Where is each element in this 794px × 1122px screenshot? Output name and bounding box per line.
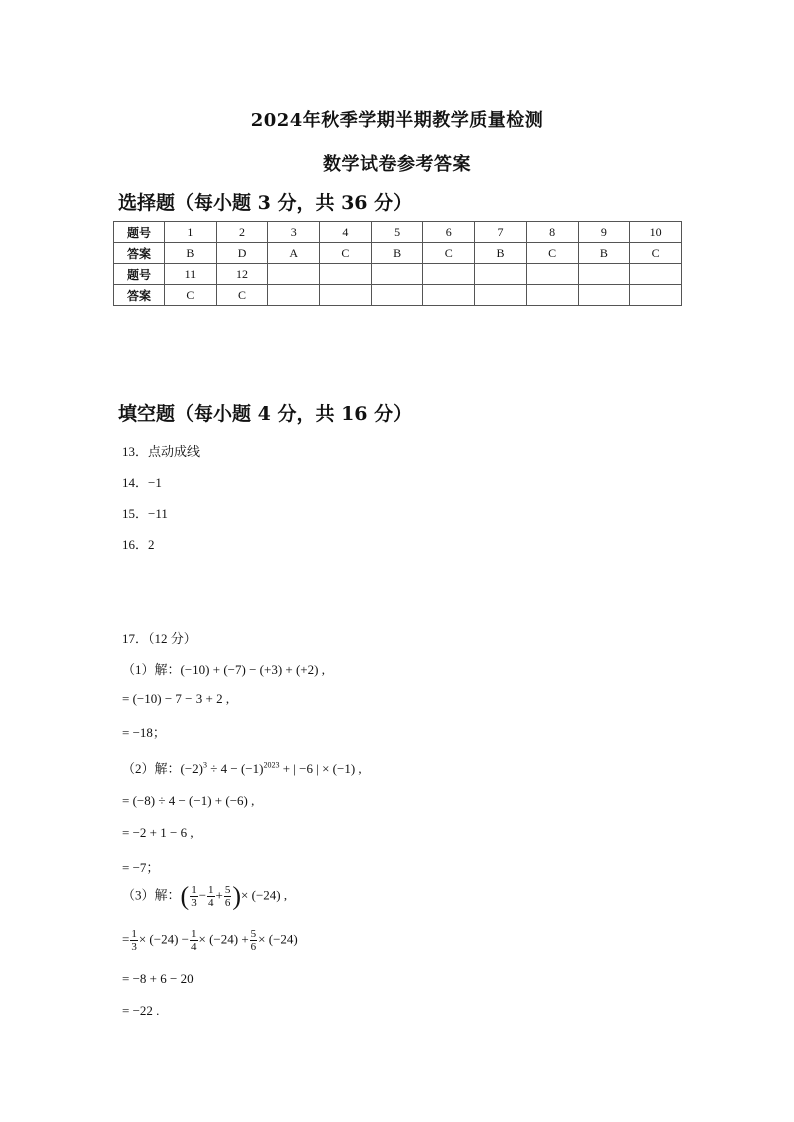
fraction: $\frac{1}{4}$ [191, 928, 197, 953]
choice-section-title: 选择题（每小题 3 分，共 36 分） [118, 192, 413, 214]
row-label-answer: 答案 [114, 243, 165, 264]
question-number-cell: 5 [371, 222, 423, 243]
part-label: （2）解： [122, 761, 181, 776]
empty-cell [423, 264, 475, 285]
empty-cell [526, 264, 578, 285]
math-base: (−2) [180, 761, 204, 776]
table-row [114, 243, 682, 264]
empty-cell [630, 264, 682, 285]
question-number-cell: 11 [165, 264, 217, 285]
q17-header: 17．（12 分） [122, 631, 197, 646]
part-label: （1）解： [122, 662, 181, 677]
question-number-cell: 7 [475, 222, 527, 243]
title-line-1: 2024年秋季学期半期教学质量检测 [250, 110, 544, 131]
empty-cell [475, 264, 527, 285]
exponent: 3 [203, 760, 208, 770]
question-number-cell: 2 [216, 222, 268, 243]
empty-cell [578, 285, 630, 306]
q17-part1-step: = (−10) − 7 − 3 + 2 , [122, 691, 230, 706]
math-expression: (−10) + (−7) − (+3) + (+2) , [180, 662, 325, 677]
q17-part3-step1: = $\frac{1}{3}$ × (−24) − $\frac{1}{4}$ × (−24) + $\frac{5}{6}$ × (−24) [122, 928, 298, 953]
q17-part1-result: = −18； [122, 725, 166, 740]
answer-cell: B [371, 243, 423, 264]
empty-cell [320, 264, 372, 285]
q17-part3-step2: = −8 + 6 − 20 [122, 971, 194, 986]
question-number-cell: 6 [423, 222, 475, 243]
fraction: $\frac{1}{4}$ [208, 884, 214, 909]
q17-part3-expression: （3）解：( $\frac{1}{3}$ − $\frac{1}{4}$ + $\frac{5}{6}$ )× (−24) , [122, 881, 288, 911]
empty-cell [268, 264, 320, 285]
empty-cell [578, 264, 630, 285]
left-paren: ( [180, 881, 190, 911]
answer-cell: B [578, 243, 630, 264]
answer-cell: C [320, 243, 372, 264]
fill-answer-16 [122, 534, 155, 553]
question-number-cell: 10 [630, 222, 682, 243]
item-answer: −1 [148, 475, 162, 490]
answer-cell: D [216, 243, 268, 264]
q17-part2-expression [122, 758, 362, 777]
fill-answer-15 [122, 503, 168, 522]
answer-cell: C [165, 285, 217, 306]
question-number-cell: 9 [578, 222, 630, 243]
right-paren: ) [232, 881, 242, 911]
q17-part2-step2: = −2 + 1 − 6 , [122, 825, 194, 840]
title-line-2: 数学试卷参考答案 [323, 154, 471, 175]
fraction: $\frac{1}{3}$ [191, 884, 197, 909]
row-label-answer: 答案 [114, 285, 165, 306]
item-answer: −11 [148, 506, 168, 521]
fill-section-title: 填空题（每小题 4 分，共 16 分） [118, 403, 413, 425]
table-row [114, 222, 682, 243]
fraction: $\frac{1}{3}$ [131, 928, 137, 953]
answer-cell: C [216, 285, 268, 306]
q17-part1-expression [122, 659, 325, 678]
item-answer: 点动成线 [148, 444, 201, 459]
empty-cell [371, 285, 423, 306]
q17-part3-result: = −22 . [122, 1003, 160, 1018]
item-number: 14． [122, 475, 149, 490]
fill-answer-14 [122, 472, 162, 491]
item-number: 16． [122, 537, 149, 552]
row-label-question: 题号 [114, 222, 165, 243]
part-label: （3）解： [122, 887, 181, 903]
empty-cell [423, 285, 475, 306]
math-tail: + | −6 | × (−1) , [279, 761, 362, 776]
question-number-cell: 8 [526, 222, 578, 243]
answer-cell: A [268, 243, 320, 264]
q17-part2-step1: = (−8) ÷ 4 − (−1) + (−6) , [122, 793, 255, 808]
empty-cell [268, 285, 320, 306]
question-number-cell: 12 [216, 264, 268, 285]
empty-cell [526, 285, 578, 306]
empty-cell [371, 264, 423, 285]
empty-cell [320, 285, 372, 306]
exponent: 2023 [263, 760, 280, 770]
table-row [114, 285, 682, 306]
question-number-cell: 3 [268, 222, 320, 243]
fraction: $\frac{5}{6}$ [224, 884, 231, 909]
row-label-question: 题号 [114, 264, 165, 285]
fill-answer-13 [122, 441, 200, 460]
fraction: $\frac{5}{6}$ [250, 928, 257, 953]
math-tail: × (−24) , [241, 887, 288, 903]
item-answer: 2 [148, 537, 155, 552]
item-number: 15． [122, 506, 149, 521]
answer-cell: C [423, 243, 475, 264]
question-number-cell: 4 [320, 222, 372, 243]
answer-cell: B [165, 243, 217, 264]
answer-cell: B [475, 243, 527, 264]
answer-cell: C [526, 243, 578, 264]
answer-cell: C [630, 243, 682, 264]
table-row [114, 264, 682, 285]
math-middle: ÷ 4 − (−1) [207, 761, 264, 776]
empty-cell [630, 285, 682, 306]
empty-cell [475, 285, 527, 306]
q17-part2-result: = −7； [122, 860, 160, 875]
question-number-cell: 1 [165, 222, 217, 243]
answer-table [113, 221, 682, 306]
item-number: 13． [122, 444, 149, 459]
